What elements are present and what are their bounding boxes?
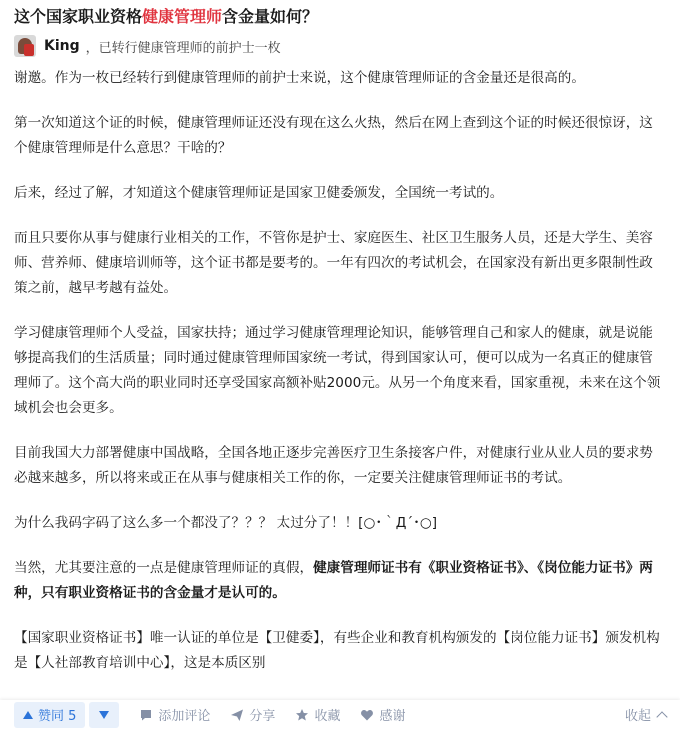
upvote-label: 赞同 5 bbox=[38, 709, 77, 724]
answer-paragraph: 后来，经过了解，才知道这个健康管理师证是国家卫健委颁发，全国统一考试的。 bbox=[14, 185, 504, 201]
answer-paragraph: 第一次知道这个证的时候，健康管理师证还没有现在这么火热，然后在网上查到这个证的时候还很惊讶，这个健康管理师是什么意思？干啥的？ bbox=[14, 115, 653, 156]
heart-icon bbox=[360, 708, 374, 722]
thanks-label: 感谢 bbox=[379, 709, 406, 724]
comment-button[interactable] bbox=[139, 705, 210, 724]
star-icon bbox=[295, 708, 309, 722]
upvote-icon bbox=[23, 711, 33, 719]
answer-paragraph: 目前我国大力部署健康中国战略，全国各地正逐步完善医疗卫生条接客户件，对健康行业从业人员的要求势必越来越多，所以将来或正在从事与健康相关工作的你，一定要关注健康管理师证书的考试。 bbox=[14, 445, 653, 486]
answer-content bbox=[14, 66, 666, 696]
answer-paragraph bbox=[14, 556, 666, 606]
action-bar bbox=[0, 700, 680, 729]
answer-paragraph: 而且只要你从事与健康行业相关的工作，不管你是护士、家庭医生、社区卫生服务人员，还是大学生、美容师、营养师、健康培训师等，这个证书都是要考的。一年有四次的考试机会，在国家没有新出更多限制性政策之前，越早考越有益处。 bbox=[14, 230, 653, 296]
downvote-button[interactable] bbox=[89, 702, 119, 728]
downvote-icon bbox=[99, 711, 109, 719]
paragraph-text: 当然，尤其要注意的一点是健康管理师证的真假， bbox=[14, 560, 314, 576]
collect-button[interactable] bbox=[295, 705, 340, 724]
share-label: 分享 bbox=[249, 709, 276, 724]
collect-label: 收藏 bbox=[314, 709, 341, 724]
thanks-button[interactable] bbox=[360, 705, 405, 724]
comment-label: 添加评论 bbox=[158, 709, 211, 724]
paragraph-bold-text: 健康管理师证书有《职业资格证书》、《岗位能力证书》两种，只有职业资格证书的含金量才是认可的。 bbox=[14, 560, 653, 601]
title-text-end: 含金量如何？ bbox=[222, 7, 319, 26]
author-bio: ，已转行健康管理师的前护士一枚 bbox=[85, 40, 281, 56]
author-name[interactable]: King bbox=[44, 38, 80, 54]
comment-icon bbox=[139, 708, 153, 722]
share-button[interactable] bbox=[230, 705, 275, 724]
answer-paragraph: 学习健康管理师个人受益，国家扶持；通过学习健康管理理论知识，能够管理自己和家人的健康，就是说能够提高我们的生活质量；同时通过健康管理师国家统一考试，得到国家认可，便可以成为一名真正的健康管理师了。这个高大尚的职业同时还享受国家高额补贴2000元。从另一个角度来看，国家重视，未来在这个领域机会也会更多。 bbox=[14, 325, 661, 416]
avatar[interactable] bbox=[14, 35, 36, 57]
collapse-button[interactable] bbox=[625, 705, 666, 724]
chevron-up-icon bbox=[656, 711, 667, 722]
answer-paragraph: 【国家职业资格证书】唯一认证的单位是【卫健委】，有些企业和教育机构颁发的【岗位能力证书】颁发机构是【人社部教育培训中心】，这是本质区别 bbox=[14, 630, 660, 671]
answer-paragraph: 谢邀。作为一枚已经转行到健康管理师的前护士来说，这个健康管理师证的含金量还是很高的。 bbox=[14, 70, 585, 86]
answer-paragraph: 为什么我码字码了这么多一个都没了？？？ 太过分了！！[○･｀Д´･○] bbox=[14, 515, 438, 531]
author-info bbox=[14, 34, 664, 58]
share-icon bbox=[230, 708, 244, 722]
question-title[interactable] bbox=[14, 6, 664, 28]
collapse-label: 收起 bbox=[624, 709, 651, 724]
upvote-button[interactable] bbox=[14, 702, 85, 728]
title-highlight: 健康管理师 bbox=[142, 7, 223, 26]
title-text: 这个国家职业资格 bbox=[14, 7, 143, 26]
